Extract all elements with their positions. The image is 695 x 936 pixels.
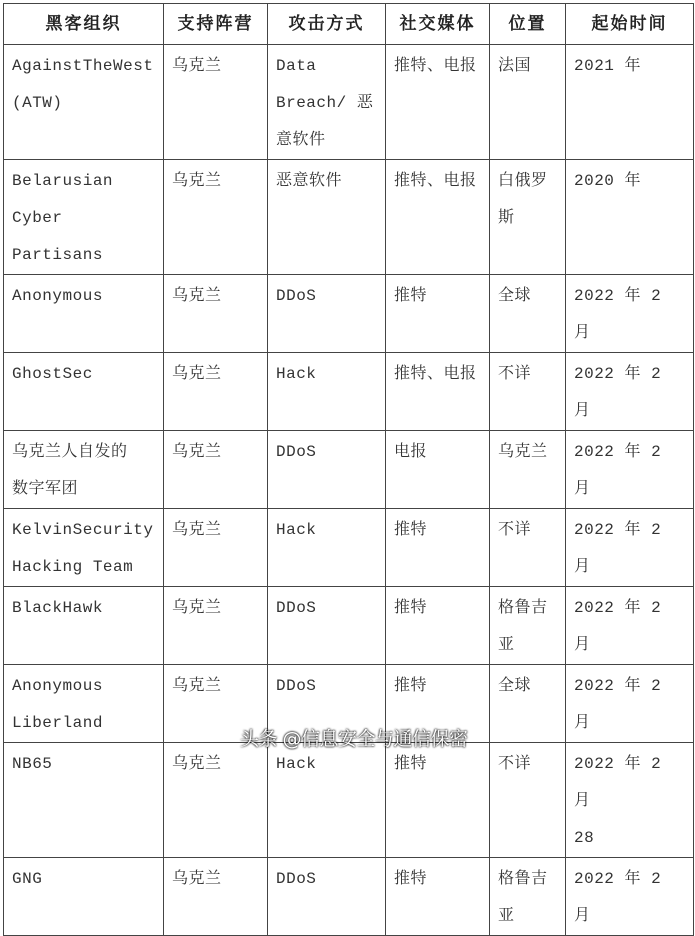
attack-cell: Hack [268,509,386,587]
attack-cell: Hack [268,353,386,431]
header-side: 支持阵营 [164,4,268,45]
start-cell: 2022 年 2 月 [566,665,694,743]
location-cell: 格鲁吉 亚 [490,858,566,936]
side-cell: 乌克兰 [164,45,268,160]
group-cell: BlackHawk [4,587,164,665]
social-cell: 推特、电报 [386,353,490,431]
start-cell: 2022 年 2 月 28 [566,743,694,858]
start-cell: 2022 年 2 月 [566,275,694,353]
location-cell: 不详 [490,353,566,431]
side-cell: 乌克兰 [164,587,268,665]
social-cell: 推特 [386,858,490,936]
location-cell: 格鲁吉 亚 [490,587,566,665]
attack-cell: DDoS [268,275,386,353]
table-row [4,431,694,509]
social-cell: 推特 [386,743,490,858]
header-attack: 攻击方式 [268,4,386,45]
start-cell: 2022 年 2 月 [566,509,694,587]
attack-cell: DDoS [268,665,386,743]
table-row [4,509,694,587]
location-cell: 全球 [490,275,566,353]
attack-cell: Hack [268,743,386,858]
table-row [4,160,694,275]
table-row [4,353,694,431]
start-cell: 2022 年 2 月 [566,353,694,431]
location-cell: 全球 [490,665,566,743]
side-cell: 乌克兰 [164,431,268,509]
location-cell: 不详 [490,509,566,587]
social-cell: 推特 [386,509,490,587]
side-cell: 乌克兰 [164,858,268,936]
table-row [4,858,694,936]
start-cell: 2022 年 2 月 [566,431,694,509]
header-social: 社交媒体 [386,4,490,45]
social-cell: 推特、电报 [386,45,490,160]
header-group: 黑客组织 [4,4,164,45]
side-cell: 乌克兰 [164,665,268,743]
social-cell: 推特 [386,665,490,743]
side-cell: 乌克兰 [164,509,268,587]
group-cell: 乌克兰人自发的 数字军团 [4,431,164,509]
attack-cell: DDoS [268,587,386,665]
group-cell: GhostSec [4,353,164,431]
location-cell: 法国 [490,45,566,160]
location-cell: 不详 [490,743,566,858]
attack-cell: 恶意软件 [268,160,386,275]
social-cell: 推特 [386,587,490,665]
header-start: 起始时间 [566,4,694,45]
side-cell: 乌克兰 [164,743,268,858]
hacker-groups-table [3,3,694,936]
location-cell: 乌克兰 [490,431,566,509]
group-cell: Anonymous Liberland [4,665,164,743]
location-cell: 白俄罗 斯 [490,160,566,275]
side-cell: 乌克兰 [164,353,268,431]
attack-cell: DDoS [268,431,386,509]
start-cell: 2020 年 [566,160,694,275]
group-cell: KelvinSecurity Hacking Team [4,509,164,587]
group-cell: GNG [4,858,164,936]
group-cell: Anonymous [4,275,164,353]
table-row [4,275,694,353]
group-cell: NB65 [4,743,164,858]
side-cell: 乌克兰 [164,275,268,353]
social-cell: 推特 [386,275,490,353]
start-cell: 2021 年 [566,45,694,160]
social-cell: 推特、电报 [386,160,490,275]
attack-cell: Data Breach/ 恶 意软件 [268,45,386,160]
social-cell: 电报 [386,431,490,509]
side-cell: 乌克兰 [164,160,268,275]
watermark: 头条 @信息安全与通信保密 [240,728,468,750]
group-cell: Belarusian Cyber Partisans [4,160,164,275]
table-row [4,45,694,160]
table-row [4,587,694,665]
table-row [4,743,694,858]
header-location: 位置 [490,4,566,45]
attack-cell: DDoS [268,858,386,936]
start-cell: 2022 年 2 月 [566,587,694,665]
table-header-row [4,4,694,45]
start-cell: 2022 年 2 月 [566,858,694,936]
group-cell: AgainstTheWest (ATW) [4,45,164,160]
